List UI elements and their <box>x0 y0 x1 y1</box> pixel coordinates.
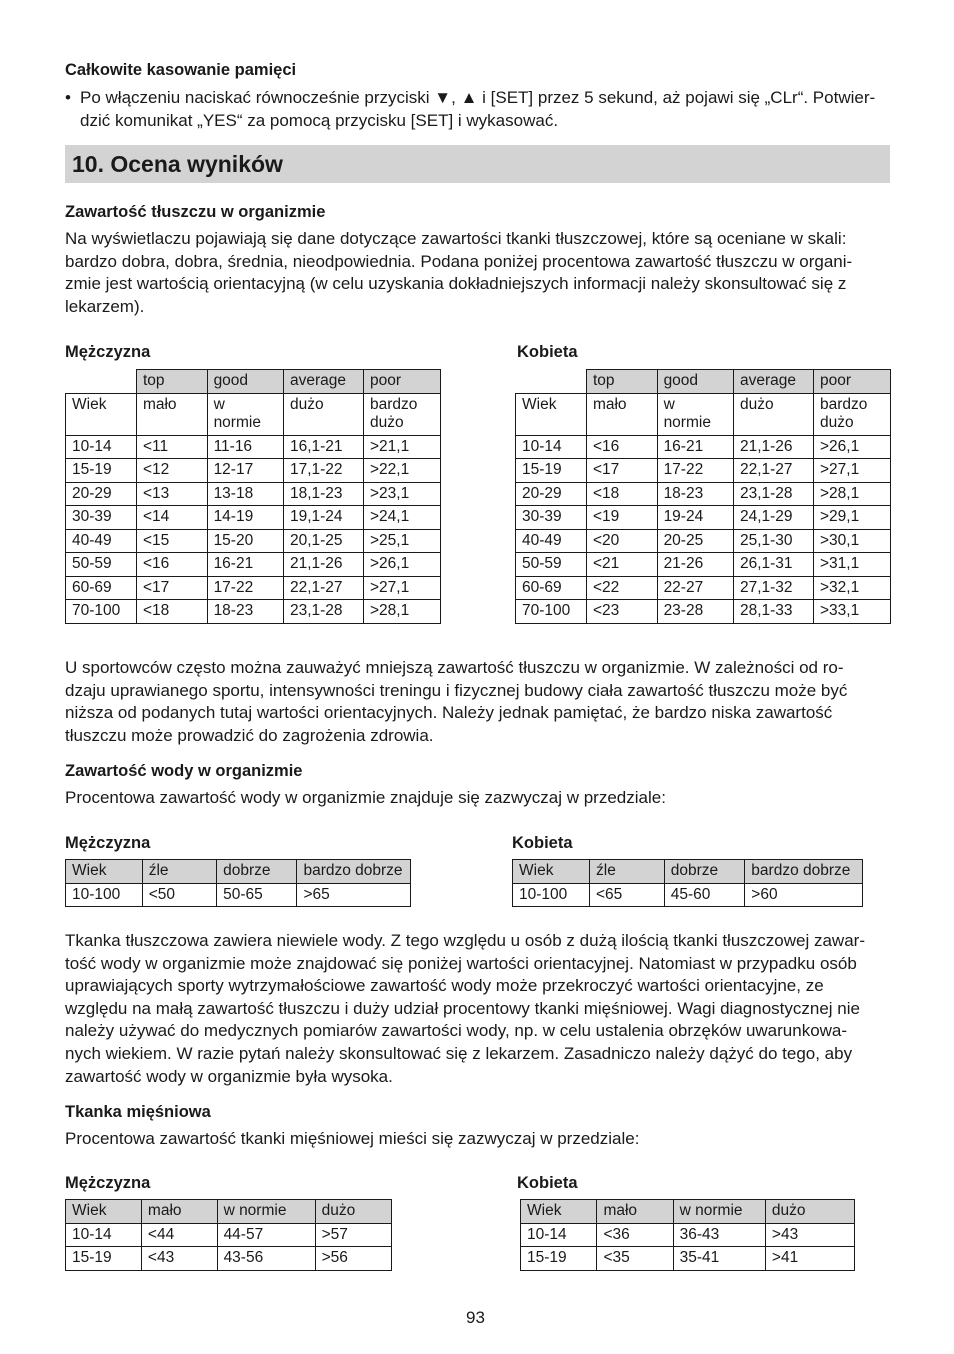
table-cell: 22,1-27 <box>283 576 363 600</box>
fat-women-table <box>515 369 891 624</box>
table-row <box>516 553 891 577</box>
table-header-cell: w normie <box>673 1200 765 1224</box>
table-header-cell: average <box>733 370 813 394</box>
water-outro-line: należy używać do medycznych pomiarów zawartości wody, np. w celu ustalenia obrzęków uwarunkowa- <box>65 1021 848 1041</box>
table-cell: 14-19 <box>207 506 283 530</box>
table-cell: >56 <box>315 1247 391 1271</box>
fat-outro-line: tłuszczu może prowadzić do zagrożenia zdrowia. <box>65 725 434 745</box>
table-subheader-row <box>516 393 891 435</box>
table-cell: 26,1-31 <box>733 553 813 577</box>
table-cell: >43 <box>765 1223 854 1247</box>
table-cell: >60 <box>745 883 863 907</box>
table-subheader-cell: w normie <box>207 393 283 435</box>
table-cell: <19 <box>586 506 657 530</box>
table-cell: 16,1-21 <box>283 435 363 459</box>
table-cell: 10-14 <box>66 1223 142 1247</box>
table-cell: >25,1 <box>363 529 440 553</box>
section-title: 10. Ocena wyników <box>72 151 283 177</box>
table-subheader-cell: bardzo dużo <box>363 393 440 435</box>
table-cell: 21,1-26 <box>733 435 813 459</box>
water-intro: Procentowa zawartość wody w organizmie znajduje się zazwyczaj w przedziale: <box>65 788 666 807</box>
table-cell: 10-100 <box>66 883 143 907</box>
table-header-cell: Wiek <box>66 860 143 884</box>
table-header-cell: mało <box>597 1200 673 1224</box>
water-outro-line: względu na małą zawartość tłuszczu i duży udział procentowy tkanki mięśniowej. Wagi diagnostycznej nie <box>65 998 860 1018</box>
table-cell: 50-65 <box>217 883 297 907</box>
table-header-row <box>521 1200 855 1224</box>
memory-reset-line-1: Po włączeniu naciskać równocześnie przyciski ▼, ▲ i [SET] przez 5 sekund, aż pojawi się „CLr“. Potwier- <box>80 88 876 107</box>
table-cell: 22-27 <box>657 576 733 600</box>
fat-women-label: Kobieta <box>517 343 578 361</box>
table-cell: <13 <box>136 482 207 506</box>
table-cell: 25,1-30 <box>733 529 813 553</box>
table-row <box>516 482 891 506</box>
table-cell: 18,1-23 <box>283 482 363 506</box>
table-cell: 10-14 <box>516 435 587 459</box>
water-men-label: Mężczyzna <box>65 834 151 852</box>
table-cell: <16 <box>136 553 207 577</box>
table-cell: 10-14 <box>521 1223 597 1247</box>
table-row <box>66 529 441 553</box>
table-cell: >31,1 <box>813 553 890 577</box>
water-outro <box>65 930 895 1088</box>
table-cell: >27,1 <box>363 576 440 600</box>
table-cell: 11-16 <box>207 435 283 459</box>
table-corner-cell <box>66 370 137 394</box>
table-header-cell: good <box>657 370 733 394</box>
water-outro-line: uprawiających sporty wytrzymałościowe zawartość wody może przekroczyć wartości orientacyjne, ze <box>65 976 824 996</box>
table-cell: 23-28 <box>657 600 733 624</box>
memory-reset-bullet <box>65 87 895 132</box>
table-cell: 45-60 <box>664 883 745 907</box>
table-header-cell: źle <box>142 860 216 884</box>
table-subheader-cell: mało <box>136 393 207 435</box>
table-cell: 70-100 <box>66 600 137 624</box>
table-cell: 20-25 <box>657 529 733 553</box>
bullet-dot: • <box>65 88 71 107</box>
table-cell: >28,1 <box>363 600 440 624</box>
memory-reset-heading: Całkowite kasowanie pamięci <box>65 61 297 79</box>
water-outro-line: Tkanka tłuszczowa zawiera niewiele wody. Z tego względu u osób z dużą ilością tkanki tłuszczowej zawar- <box>65 931 865 950</box>
table-header-cell: dużo <box>315 1200 391 1224</box>
table-row <box>66 482 441 506</box>
table-cell: 19,1-24 <box>283 506 363 530</box>
table-header-cell: Wiek <box>66 1200 142 1224</box>
table-cell: <17 <box>136 576 207 600</box>
table-cell: 13-18 <box>207 482 283 506</box>
table-header-row <box>513 860 863 884</box>
table-cell: <44 <box>141 1223 217 1247</box>
fat-outro-line: U sportowców często można zauważyć mniejszą zawartość tłuszczu w organizmie. W zależności od ro- <box>65 658 844 677</box>
table-cell: <65 <box>590 883 665 907</box>
table-row <box>66 600 441 624</box>
table-cell: 30-39 <box>66 506 137 530</box>
water-women-label: Kobieta <box>512 834 573 852</box>
fat-men-label: Mężczyzna <box>65 343 151 361</box>
table-cell: <18 <box>586 482 657 506</box>
table-cell: <35 <box>597 1247 673 1271</box>
table-cell: 44-57 <box>217 1223 315 1247</box>
table-subheader-cell: Wiek <box>516 393 587 435</box>
muscle-women-label: Kobieta <box>517 1174 578 1192</box>
table-cell: 10-14 <box>66 435 137 459</box>
table-cell: 18-23 <box>657 482 733 506</box>
table-row <box>66 1247 392 1271</box>
table-cell: 40-49 <box>516 529 587 553</box>
table-cell: 70-100 <box>516 600 587 624</box>
table-row <box>66 1223 392 1247</box>
water-men-table <box>65 859 411 907</box>
fat-outro-line: dzaju uprawianego sportu, intensywności treningu i fizycznej budowy ciała zawartość tłuszczu może być <box>65 680 848 700</box>
table-header-row <box>66 1200 392 1224</box>
table-cell: <43 <box>141 1247 217 1271</box>
table-cell: 50-59 <box>516 553 587 577</box>
section-header-bar <box>65 145 890 183</box>
table-header-row <box>66 860 411 884</box>
table-row <box>66 576 441 600</box>
table-header-cell: top <box>586 370 657 394</box>
muscle-men-table <box>65 1199 392 1271</box>
table-subheader-cell: dużo <box>733 393 813 435</box>
table-cell: <11 <box>136 435 207 459</box>
table-cell: 18-23 <box>207 600 283 624</box>
table-cell: <18 <box>136 600 207 624</box>
table-cell: 10-100 <box>513 883 590 907</box>
table-cell: 21,1-26 <box>283 553 363 577</box>
fat-intro-line: bardzo dobra, dobra, średnia, nieodpowiednia. Podana poniżej procentowa zawartość tłuszczu w organi- <box>65 251 853 271</box>
table-cell: >22,1 <box>363 459 440 483</box>
table-cell: <36 <box>597 1223 673 1247</box>
table-subheader-cell: dużo <box>283 393 363 435</box>
table-header-cell: poor <box>813 370 890 394</box>
table-cell: 50-59 <box>66 553 137 577</box>
fat-men-table <box>65 369 441 624</box>
table-cell: 27,1-32 <box>733 576 813 600</box>
table-row <box>516 435 891 459</box>
table-cell: >57 <box>315 1223 391 1247</box>
table-header-cell: bardzo dobrze <box>745 860 863 884</box>
table-header-cell: mało <box>141 1200 217 1224</box>
table-cell: 17,1-22 <box>283 459 363 483</box>
table-cell: >26,1 <box>363 553 440 577</box>
water-women-table <box>512 859 863 907</box>
table-header-cell: dużo <box>765 1200 854 1224</box>
table-header-cell: dobrze <box>217 860 297 884</box>
table-row <box>66 506 441 530</box>
table-header-cell: bardzo dobrze <box>297 860 411 884</box>
muscle-women-table <box>520 1199 855 1271</box>
table-header-cell: Wiek <box>521 1200 597 1224</box>
table-cell: <17 <box>586 459 657 483</box>
table-cell: 15-20 <box>207 529 283 553</box>
table-row <box>516 459 891 483</box>
table-cell: >23,1 <box>363 482 440 506</box>
table-cell: >29,1 <box>813 506 890 530</box>
table-cell: >33,1 <box>813 600 890 624</box>
table-header-cell: źle <box>590 860 665 884</box>
table-cell: 30-39 <box>516 506 587 530</box>
table-header-row <box>516 370 891 394</box>
table-row <box>521 1223 855 1247</box>
table-subheader-cell: w normie <box>657 393 733 435</box>
muscle-intro: Procentowa zawartość tkanki mięśniowej mieści się zazwyczaj w przedziale: <box>65 1129 640 1148</box>
table-row <box>521 1247 855 1271</box>
table-cell: 17-22 <box>207 576 283 600</box>
table-corner-cell <box>516 370 587 394</box>
table-cell: >26,1 <box>813 435 890 459</box>
fat-heading: Zawartość tłuszczu w organizmie <box>65 203 326 221</box>
table-cell: 19-24 <box>657 506 733 530</box>
table-cell: 43-56 <box>217 1247 315 1271</box>
table-subheader-cell: Wiek <box>66 393 137 435</box>
muscle-heading: Tkanka mięśniowa <box>65 1103 211 1121</box>
table-cell: <14 <box>136 506 207 530</box>
table-header-cell: average <box>283 370 363 394</box>
table-cell: 28,1-33 <box>733 600 813 624</box>
table-header-cell: w normie <box>217 1200 315 1224</box>
table-cell: <22 <box>586 576 657 600</box>
table-header-cell: dobrze <box>664 860 745 884</box>
table-cell: 23,1-28 <box>733 482 813 506</box>
table-subheader-row <box>66 393 441 435</box>
table-cell: 23,1-28 <box>283 600 363 624</box>
table-cell: >30,1 <box>813 529 890 553</box>
table-row <box>516 529 891 553</box>
table-header-cell: poor <box>363 370 440 394</box>
table-cell: <20 <box>586 529 657 553</box>
table-cell: 15-19 <box>66 459 137 483</box>
table-row <box>66 553 441 577</box>
table-cell: >65 <box>297 883 411 907</box>
table-cell: 20-29 <box>516 482 587 506</box>
table-row <box>66 883 411 907</box>
fat-intro <box>65 228 895 318</box>
page-number: 93 <box>466 1308 485 1327</box>
table-cell: >32,1 <box>813 576 890 600</box>
table-header-cell: top <box>136 370 207 394</box>
fat-intro-line: zmie jest wartością orientacyjną (w celu uzyskania dokładniejszych informacji należy skonsultować się z <box>65 274 847 294</box>
table-cell: <12 <box>136 459 207 483</box>
table-cell: >41 <box>765 1247 854 1271</box>
table-header-cell: Wiek <box>513 860 590 884</box>
fat-outro-line: niższa od podanych tutaj wartości orientacyjnych. Należy jednak pamiętać, że bardzo niska zawartość <box>65 703 833 723</box>
table-header-row <box>66 370 441 394</box>
table-cell: 20-29 <box>66 482 137 506</box>
table-cell: 15-19 <box>66 1247 142 1271</box>
water-outro-line: nych wiekiem. W razie pytań należy skonsultować się z lekarzem. Zasadniczo należy dążyć do tego, aby <box>65 1043 853 1063</box>
table-cell: 36-43 <box>673 1223 765 1247</box>
water-heading: Zawartość wody w organizmie <box>65 762 303 780</box>
table-cell: 22,1-27 <box>733 459 813 483</box>
muscle-men-label: Mężczyzna <box>65 1174 151 1192</box>
table-row <box>66 435 441 459</box>
table-cell: 12-17 <box>207 459 283 483</box>
table-cell: 35-41 <box>673 1247 765 1271</box>
table-row <box>516 600 891 624</box>
table-cell: 17-22 <box>657 459 733 483</box>
table-row <box>516 506 891 530</box>
table-cell: <21 <box>586 553 657 577</box>
table-cell: 24,1-29 <box>733 506 813 530</box>
table-cell: >24,1 <box>363 506 440 530</box>
table-cell: 60-69 <box>516 576 587 600</box>
table-cell: 15-19 <box>516 459 587 483</box>
table-row <box>516 576 891 600</box>
table-cell: >27,1 <box>813 459 890 483</box>
fat-intro-line: lekarzem). <box>65 296 145 316</box>
memory-reset-line-2: dzić komunikat „YES“ za pomocą przycisku [SET] i wykasować. <box>80 110 559 130</box>
water-outro-line: tość wody w organizmie może znajdować się poniżej wartości orientacyjnej. Natomiast w przypadku osób <box>65 953 857 973</box>
table-cell: >28,1 <box>813 482 890 506</box>
table-cell: 60-69 <box>66 576 137 600</box>
table-cell: 16-21 <box>657 435 733 459</box>
table-cell: <16 <box>586 435 657 459</box>
table-subheader-cell: mało <box>586 393 657 435</box>
table-cell: >21,1 <box>363 435 440 459</box>
table-cell: <15 <box>136 529 207 553</box>
table-row <box>513 883 863 907</box>
table-cell: <50 <box>142 883 216 907</box>
table-header-cell: good <box>207 370 283 394</box>
table-cell: 40-49 <box>66 529 137 553</box>
table-subheader-cell: bardzo dużo <box>813 393 890 435</box>
table-row <box>66 459 441 483</box>
fat-intro-line: Na wyświetlaczu pojawiają się dane dotyczące zawartości tkanki tłuszczowej, które są oceniane w skali: <box>65 229 847 248</box>
water-outro-line: zawartość wody w organizmie była wysoka. <box>65 1066 393 1086</box>
table-cell: 16-21 <box>207 553 283 577</box>
table-cell: 21-26 <box>657 553 733 577</box>
table-cell: 15-19 <box>521 1247 597 1271</box>
table-cell: 20,1-25 <box>283 529 363 553</box>
table-cell: <23 <box>586 600 657 624</box>
fat-outro <box>65 657 895 747</box>
